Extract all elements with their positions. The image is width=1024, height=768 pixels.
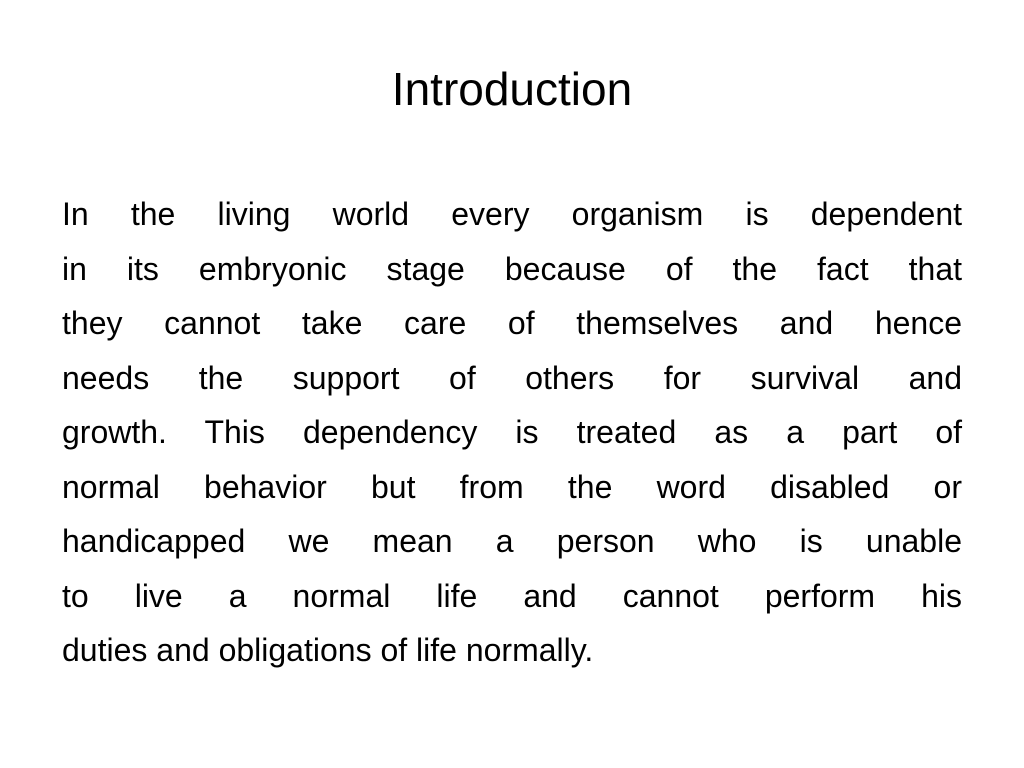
body-line: growth. This dependency is treated as a part of: [62, 414, 962, 450]
body-line: In the living world every organism is dependent: [62, 196, 962, 232]
slide-title: Introduction: [391, 63, 633, 115]
slide-body-text: [62, 187, 962, 678]
body-line: in its embryonic stage because of the fact that: [62, 250, 962, 287]
body-line: they cannot take care of themselves and hence: [62, 305, 962, 341]
body-line: to live a normal life and cannot perform his: [62, 577, 962, 614]
body-line: duties and obligations of life normally.: [62, 632, 594, 668]
body-line: normal behavior but from the word disabled or: [62, 468, 962, 505]
body-line: handicapped we mean a person who is unable: [62, 523, 962, 559]
body-line: needs the support of others for survival and: [62, 359, 962, 396]
